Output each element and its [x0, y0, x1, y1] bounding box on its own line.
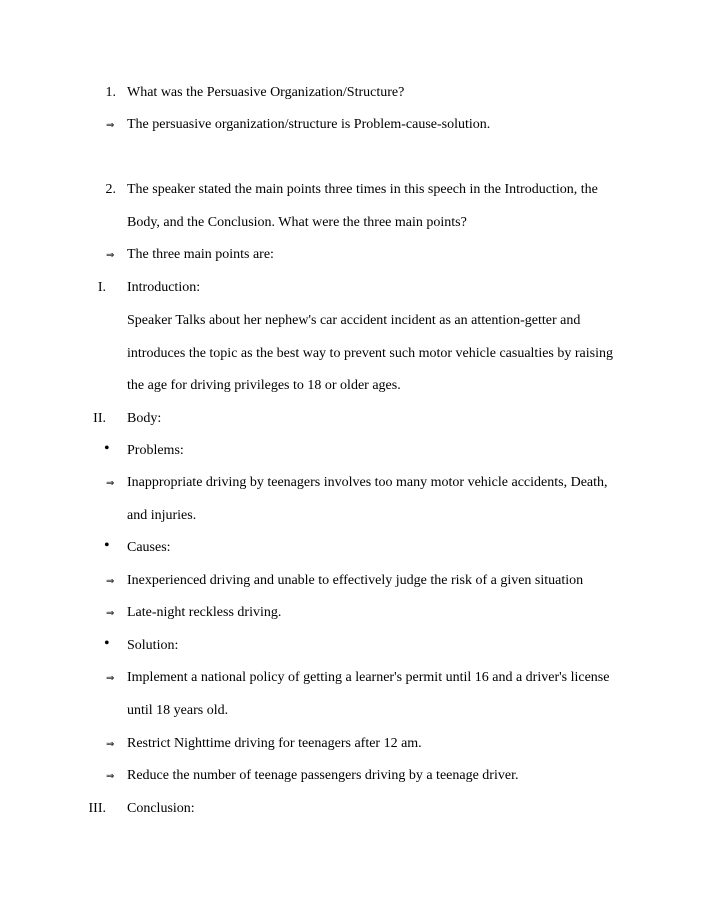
section-heading-introduction: Introduction:	[127, 280, 201, 295]
bullet-icon: •	[104, 537, 110, 554]
question-2-line-1: The speaker stated the main points three times in this speech in the Introduction, the	[127, 182, 598, 197]
arrow-icon: ⇒	[106, 250, 115, 261]
cause-2-text: Late-night reckless driving.	[127, 605, 282, 620]
list-number-1: 1.	[105, 85, 116, 100]
roman-numeral-3: III.	[88, 801, 106, 816]
subheading-problems: Problems:	[127, 443, 184, 458]
solution-3-text: Reduce the number of teenage passengers driving by a teenage driver.	[127, 768, 519, 783]
solution-1-line-2: until 18 years old.	[127, 703, 229, 718]
arrow-icon: ⇒	[106, 478, 115, 489]
arrow-icon: ⇒	[106, 673, 115, 684]
problems-line-1: Inappropriate driving by teenagers involves too many motor vehicle accidents, Death,	[127, 475, 608, 490]
list-number-2: 2.	[105, 182, 116, 197]
arrow-icon: ⇒	[106, 608, 115, 619]
arrow-icon: ⇒	[106, 120, 115, 131]
section-heading-conclusion: Conclusion:	[127, 801, 195, 816]
arrow-icon: ⇒	[106, 576, 115, 587]
bullet-icon: •	[104, 440, 110, 457]
arrow-icon: ⇒	[106, 771, 115, 782]
question-2-line-2: Body, and the Conclusion. What were the three main points?	[127, 215, 467, 230]
subheading-solution: Solution:	[127, 638, 179, 653]
section-heading-body: Body:	[127, 411, 162, 426]
introduction-line-1: Speaker Talks about her nephew's car accident incident as an attention-getter and	[127, 313, 581, 328]
subheading-causes: Causes:	[127, 540, 171, 555]
answer-1-text: The persuasive organization/structure is Problem-cause-solution.	[127, 117, 491, 132]
roman-numeral-2: II.	[93, 411, 106, 426]
solution-1-line-1: Implement a national policy of getting a learner's permit until 16 and a driver's license	[127, 670, 610, 685]
bullet-icon: •	[104, 635, 110, 652]
answer-2-intro-text: The three main points are:	[127, 247, 274, 262]
solution-2-text: Restrict Nighttime driving for teenagers after 12 am.	[127, 736, 422, 751]
arrow-icon: ⇒	[106, 739, 115, 750]
introduction-line-3: the age for driving privileges to 18 or older ages.	[127, 378, 401, 393]
question-1-text: What was the Persuasive Organization/Structure?	[127, 85, 405, 100]
roman-numeral-1: I.	[97, 280, 106, 295]
introduction-line-2: introduces the topic as the best way to prevent such motor vehicle casualties by raising	[127, 346, 613, 361]
problems-line-2: and injuries.	[127, 508, 197, 523]
cause-1-text: Inexperienced driving and unable to effectively judge the risk of a given situation	[127, 573, 584, 588]
